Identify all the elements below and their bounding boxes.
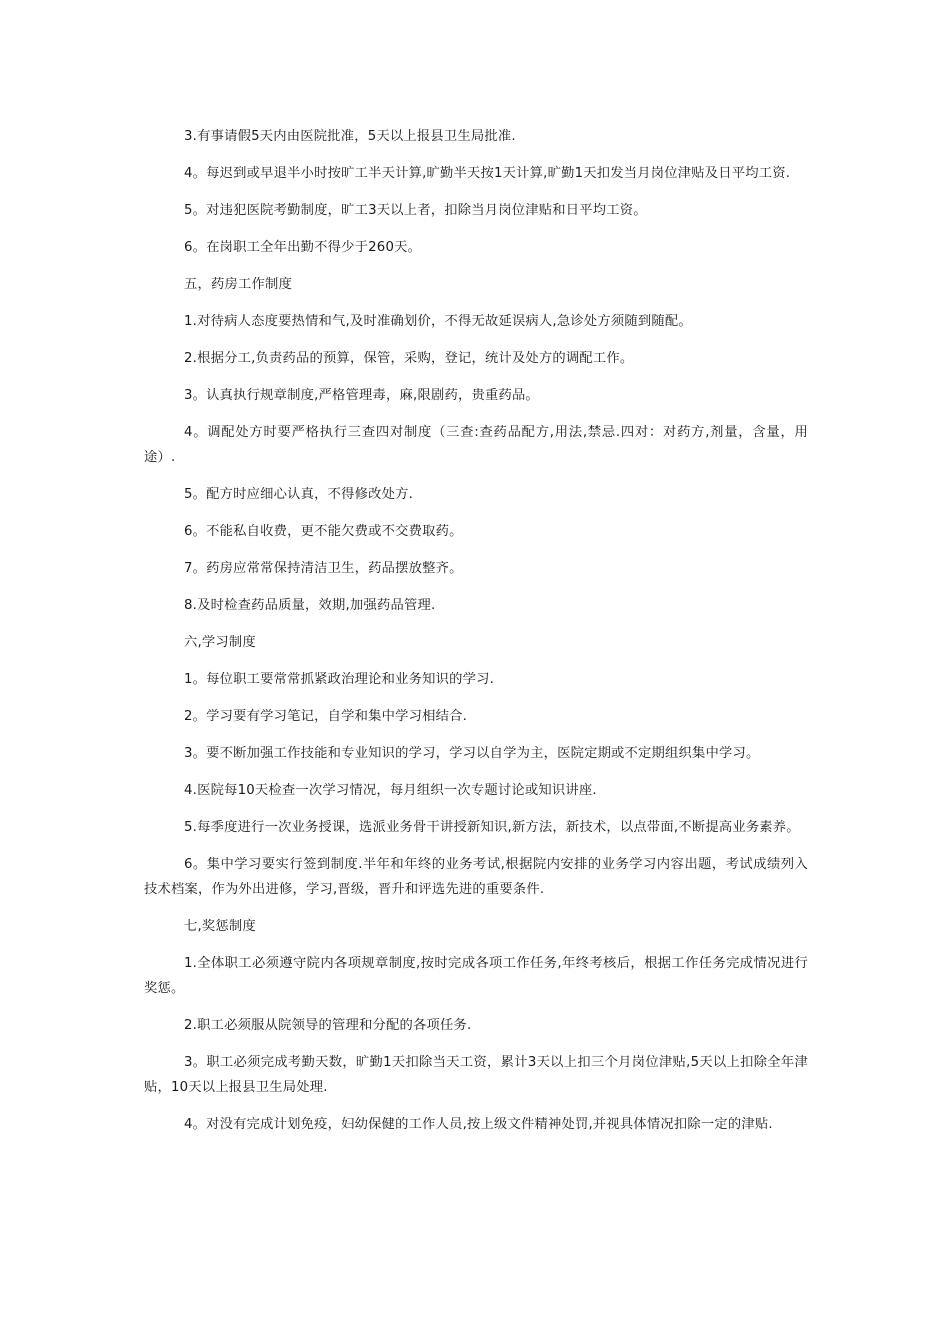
paragraph: 7。药房应常常保持清洁卫生，药品摆放整齐。: [184, 561, 463, 576]
paragraph: 3.有事请假5天内由医院批准，5天以上报县卫生局批准.: [184, 129, 516, 144]
paragraph: 6。在岗职工全年出勤不得少于260天。: [184, 240, 422, 255]
paragraph: 5.每季度进行一次业务授课，选派业务骨干讲授新知识,新方法，新技术，以点带面,不断提高业务素养。: [184, 820, 800, 835]
paragraph: 5。配方时应细心认真，不得修改处方.: [184, 487, 414, 502]
paragraph: 2.职工必须服从院领导的管理和分配的各项任务.: [184, 1018, 472, 1033]
document-page: [144, 124, 808, 1149]
paragraph: 4。调配处方时要严格执行三查四对制度（三查:查药品配方,用法,禁忌.四对：对药方,剂量，含量，用途）.: [144, 425, 808, 465]
paragraph: 4.医院每10天检查一次学习情况，每月组织一次专题讨论或知识讲座.: [184, 783, 597, 798]
paragraph: 3。要不断加强工作技能和专业知识的学习，学习以自学为主，医院定期或不定期组织集中学习。: [184, 746, 760, 761]
section-heading: 五，药房工作制度: [184, 277, 292, 292]
paragraph: 3。认真执行规章制度,严格管理毒，麻,限剧药，贵重药品。: [184, 388, 539, 403]
paragraph: 4。对没有完成计划免疫，妇幼保健的工作人员,按上级文件精神处罚,并视具体情况扣除一定的津贴.: [184, 1117, 773, 1132]
section-heading: 七,奖惩制度: [184, 919, 256, 934]
paragraph: 2.根据分工,负责药品的预算，保管，采购，登记，统计及处方的调配工作。: [184, 351, 634, 366]
paragraph: 8.及时检查药品质量，效期,加强药品管理.: [184, 598, 436, 613]
paragraph: 6。集中学习要实行签到制度.半年和年终的业务考试,根据院内安排的业务学习内容出题，考试成绩列入技术档案，作为外出进修，学习,晋级，晋升和评选先进的重要条件.: [144, 857, 808, 897]
paragraph: 4。每迟到或早退半小时按旷工半天计算,旷勤半天按1天计算,旷勤1天扣发当月岗位津贴及日平均工资.: [184, 166, 791, 181]
paragraph: 2。学习要有学习笔记，自学和集中学习相结合.: [184, 709, 468, 724]
paragraph: 1.全体职工必须遵守院内各项规章制度,按时完成各项工作任务,年终考核后，根据工作任务完成情况进行奖惩。: [144, 956, 808, 996]
paragraph: 6。不能私自收费，更不能欠费或不交费取药。: [184, 524, 463, 539]
paragraph: 1.对待病人态度要热情和气,及时准确划价，不得无故延误病人,急诊处方须随到随配。: [184, 314, 692, 329]
section-heading: 六,学习制度: [184, 635, 256, 650]
paragraph: 5。对违犯医院考勤制度，旷工3天以上者，扣除当月岗位津贴和日平均工资。: [184, 203, 647, 218]
paragraph: 1。每位职工要常常抓紧政治理论和业务知识的学习.: [184, 672, 495, 687]
paragraph: 3。职工必须完成考勤天数，旷勤1天扣除当天工资，累计3天以上扣三个月岗位津贴,5天以上扣除全年津贴，10天以上报县卫生局处理.: [144, 1055, 808, 1095]
